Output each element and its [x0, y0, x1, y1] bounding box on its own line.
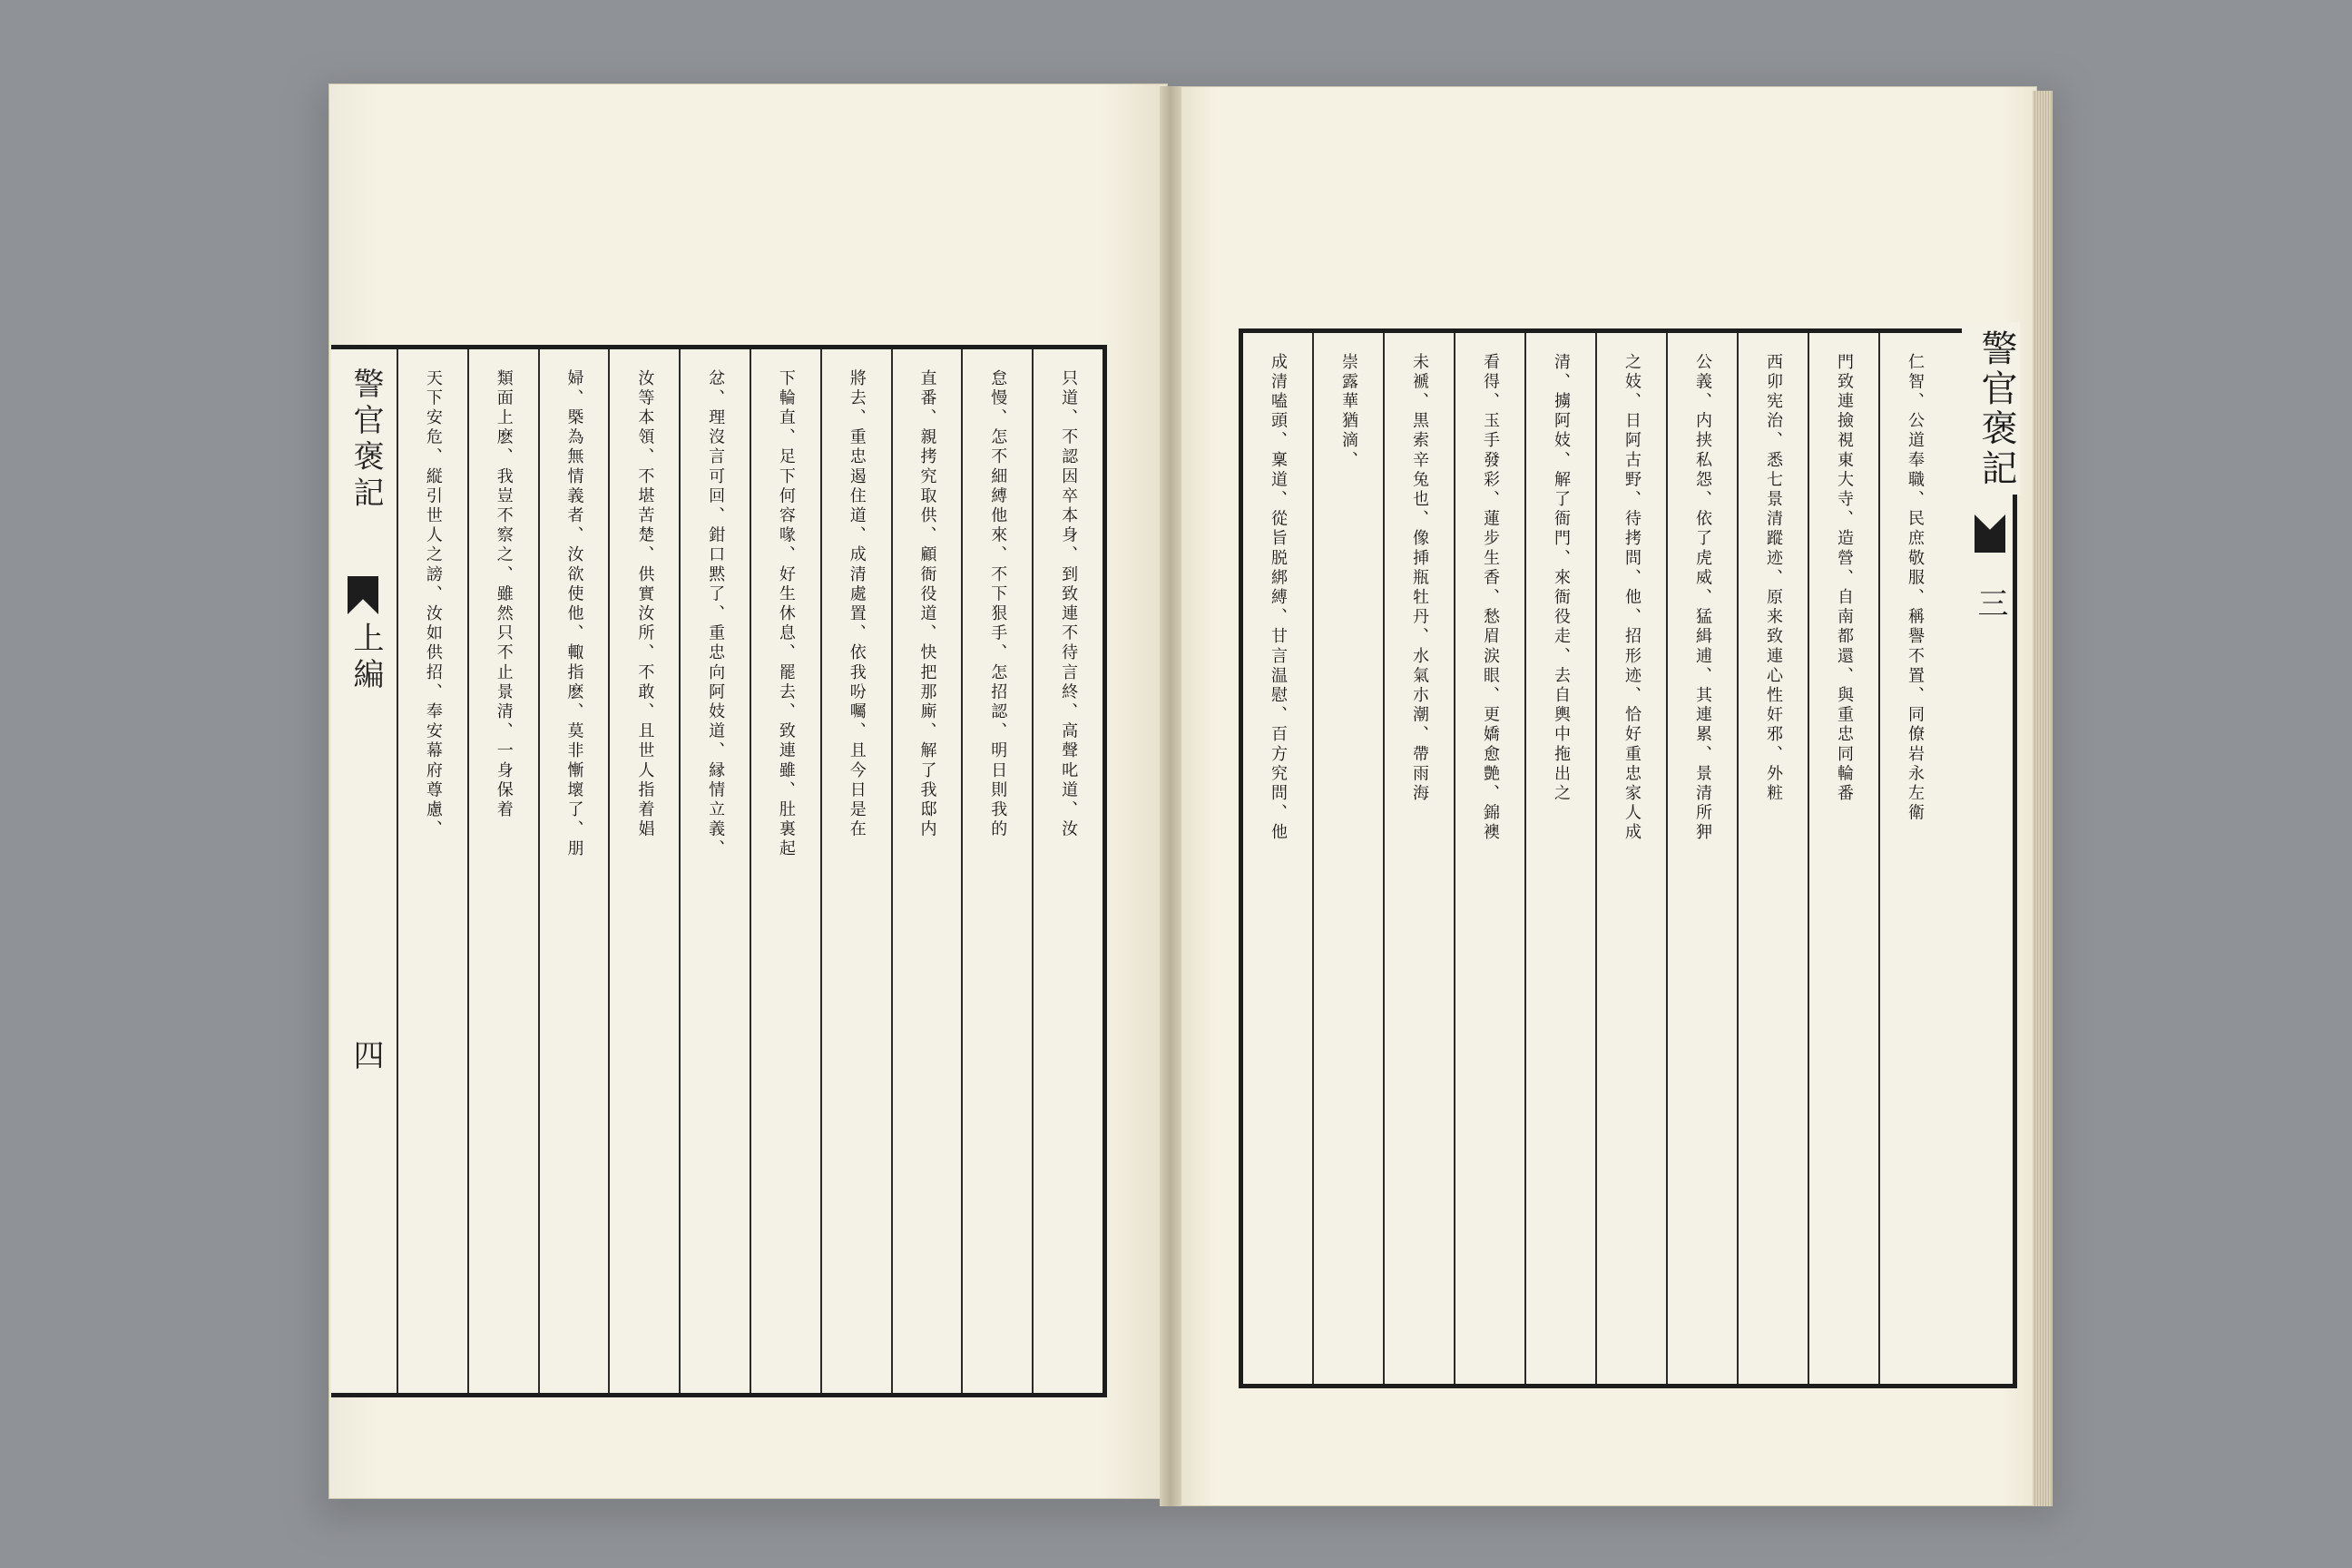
volume-label: 上編	[348, 622, 384, 694]
text-column: 直番、親拷究取供、顧衙役道、快把那廝、解了我邸内	[891, 349, 962, 1393]
running-title-left: 警官褒記	[348, 368, 384, 513]
right-text-block	[1239, 328, 2017, 1388]
text-column: 之妓、日阿古野、待拷問、他、招形迹、恰好重忠家人成	[1595, 333, 1666, 1384]
text-column: 將去、重忠遏住道、成清處置、依我吩囑、且今日是在	[820, 349, 891, 1393]
text-column: 忿、理沒言可回、鉗口黙了、重忠向阿妓道、縁情立義、	[679, 349, 750, 1393]
text-column: 婦、槩為無情義者、汝欲使他、輙指麽、莫非慚壞了、朋	[538, 349, 609, 1393]
page-number-left: 四	[348, 1039, 384, 1075]
text-column: 看得、玉手發彩、蓮步生香、愁眉涙眼、更嬌愈艶、錦襖	[1454, 333, 1524, 1384]
book-gutter	[1160, 86, 1181, 1506]
text-column: 仁智、公道奉職、民庶敬服、稱譽不置、同僚岩永左衛	[1878, 333, 1949, 1384]
text-column: 類面上麽、我豈不察之、雖然只不止景清、一身保着	[467, 349, 538, 1393]
fishtail-mark-icon	[1975, 514, 2005, 553]
left-columns	[398, 349, 1102, 1393]
text-column: 西卯宪治、悉七景清蹤迹、原来致連心性奸邪、外粧	[1737, 333, 1808, 1384]
page-number-right: 三	[1972, 587, 2008, 618]
text-column: 成清嗑頭、稟道、從旨脱綁縛、甘言温慰、百方究問、他	[1269, 353, 1288, 843]
text-column: 未褫、黒索辛兔也、像挿瓶牡丹、水氣朩潮、帶雨海	[1383, 333, 1454, 1384]
text-column: 下輪直、足下何容喙、好生休息、罷去、致連雖、肚裏起	[750, 349, 820, 1393]
running-title-column	[1962, 322, 2020, 495]
page-edges	[2033, 91, 2053, 1506]
text-column: 怠慢、怎不細縛他來、不下狠手、怎招認、明日則我的	[961, 349, 1032, 1393]
text-column: 只道、不認因卒本身、到致連不待言終、高聲叱道、汝	[1032, 349, 1102, 1393]
text-column: 門致連撿視東大寺、造營、自南都還、與重忠同輪番	[1808, 333, 1878, 1384]
text-column: 崇露華猶滴、	[1312, 333, 1383, 1384]
running-title: 警官褒記	[1975, 329, 2017, 489]
text-column: 公義、内挟私怨、依了虎威、猛緝逋、其連累、景清所狎	[1666, 333, 1737, 1384]
text-column: 天下安危、縦引世人之謗、汝如供招、奉安幕府尊慮、	[423, 369, 443, 840]
left-text-block	[331, 345, 1107, 1397]
text-column: 汝等本領、不堪苦楚、供實汝所、不敢、且世人指着娼	[608, 349, 679, 1393]
right-columns	[1243, 333, 1949, 1384]
text-column: 清、擄阿妓、解了衙門、來衙役走、去自輿中拖出之	[1524, 333, 1595, 1384]
left-margin-column	[331, 349, 398, 1393]
fishtail-mark-icon	[348, 576, 378, 614]
